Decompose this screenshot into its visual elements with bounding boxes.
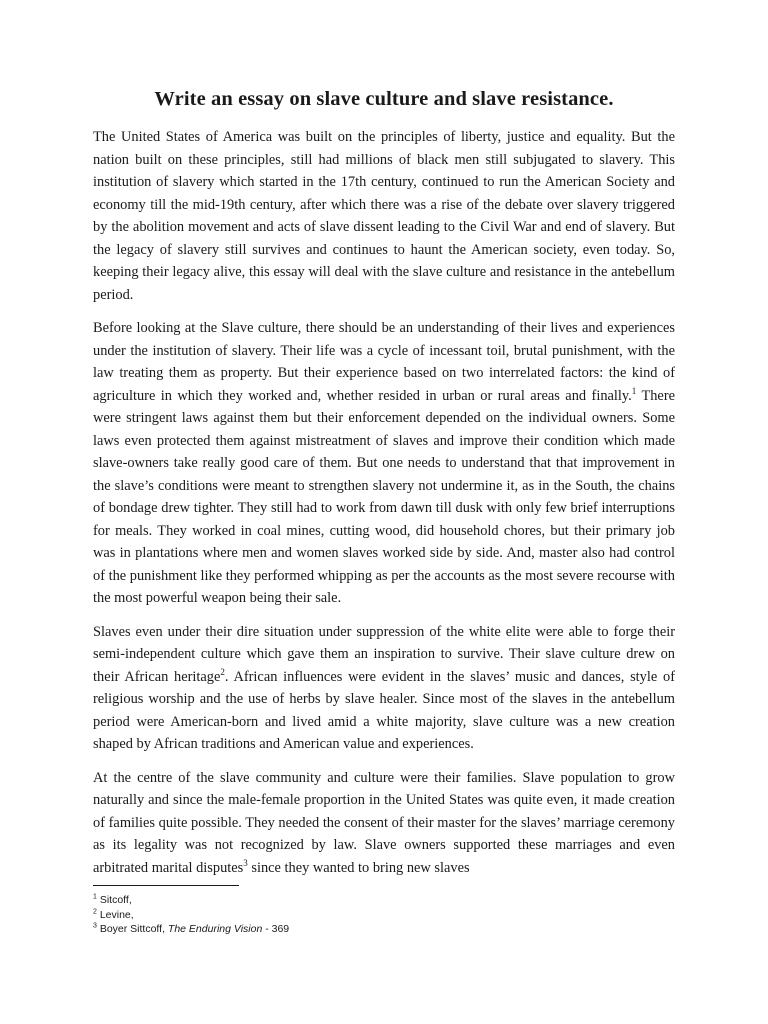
footnotes-section xyxy=(93,885,393,937)
footnote-number: 1 xyxy=(93,893,97,901)
paragraph-text: The United States of America was built on the principles of liberty, justice and equality. But the nation built on these principles, still had millions of black men still subjugated to slavery. This institution of slavery which started in the 17th century, continued to run the American Society and economy till the mid-19th century, after which there was a rise of the debate over slavery triggered by the abolition movement and acts of slave dissent leading to the Civil War and end of slavery. But the legacy of slavery still survives and continues to haunt the American society, even today. So, keeping their legacy alive, this essay will deal with the slave culture and resistance in the antebellum period. xyxy=(93,129,675,303)
footnote-2 xyxy=(93,908,393,923)
paragraph-text: Before looking at the Slave culture, there should be an understanding of their lives and experiences under the institution of slavery. Their life was a cycle of incessant toil, brutal punishment, with the law treating them as property. But their experience based on two interrelated factors: the kind of agriculture in which they worked and, whether resided in urban or rural areas and finally. xyxy=(93,320,675,404)
paragraph-1 xyxy=(93,126,675,306)
paragraph-text: At the centre of the slave community and culture were their families. Slave population to grow naturally and since the male-female proportion in the United States was quite even, it made creation of families quite possible. They needed the consent of their master for the slaves’ marriage ceremony as its legality was not recognized by law. Slave owners supported these marriages and even arbitrated marital disputes xyxy=(93,769,675,876)
footnote-divider xyxy=(93,885,239,886)
footnote-number: 3 xyxy=(93,922,97,930)
footnote-ref: 1 xyxy=(631,385,637,396)
paragraph-text: Slaves even under their dire situation under suppression of the white elite were able to forge their semi-independent culture which gave them an inspiration to survive. Their slave culture drew on their African heritage xyxy=(93,623,675,685)
footnote-1 xyxy=(93,893,393,908)
footnote-3 xyxy=(93,922,393,937)
footnote-page: - 369 xyxy=(262,923,290,935)
footnote-book-title: The Enduring Vision xyxy=(167,923,263,935)
footnote-ref: 2 xyxy=(220,666,225,677)
footnote-text: Levine, xyxy=(99,908,134,921)
paragraph-2 xyxy=(93,317,675,610)
footnote-text: Boyer Sittcoff, xyxy=(99,923,168,935)
paragraph-text: There were stringent laws against them but their enforcement depended on the individual owners. Some laws even protected them against mistreatment of slaves and improve their condition which made slave-owners take really good care of them. But one needs to understand that that improvement in the slave’s conditions were meant to strengthen slavery not undermine it, as in the South, the chains of bondage drew tighter. They still had to work from dawn till dusk with only few brief interruptions for meals. They worked in coal mines, cutting wood, did household chores, but their primary job was in plantations where men and women slaves worked side by side. And, master also had control of the punishment like they performed whipping as per the accounts as the most severe recourse with the most powerful weapon being their sale. xyxy=(93,387,675,606)
footnote-text: Sitcoff, xyxy=(99,894,132,906)
paragraph-text: . African influences were evident in the slaves’ music and dances, style of religious worship and the use of herbs by slave healer. Since most of the slaves in the antebellum period were American-born and lived amid a white majority, slave culture was a new creation shaped by African traditions and American value and experiences. xyxy=(93,668,675,752)
paragraph-text: since they wanted to bring new slaves xyxy=(247,859,470,876)
paragraph-3 xyxy=(93,621,675,756)
document-body xyxy=(93,84,675,890)
paragraph-4 xyxy=(93,767,675,880)
footnote-number: 2 xyxy=(93,908,97,915)
document-title: Write an essay on slave culture and slave resistance. xyxy=(154,88,614,110)
footnote-ref: 3 xyxy=(243,857,248,868)
